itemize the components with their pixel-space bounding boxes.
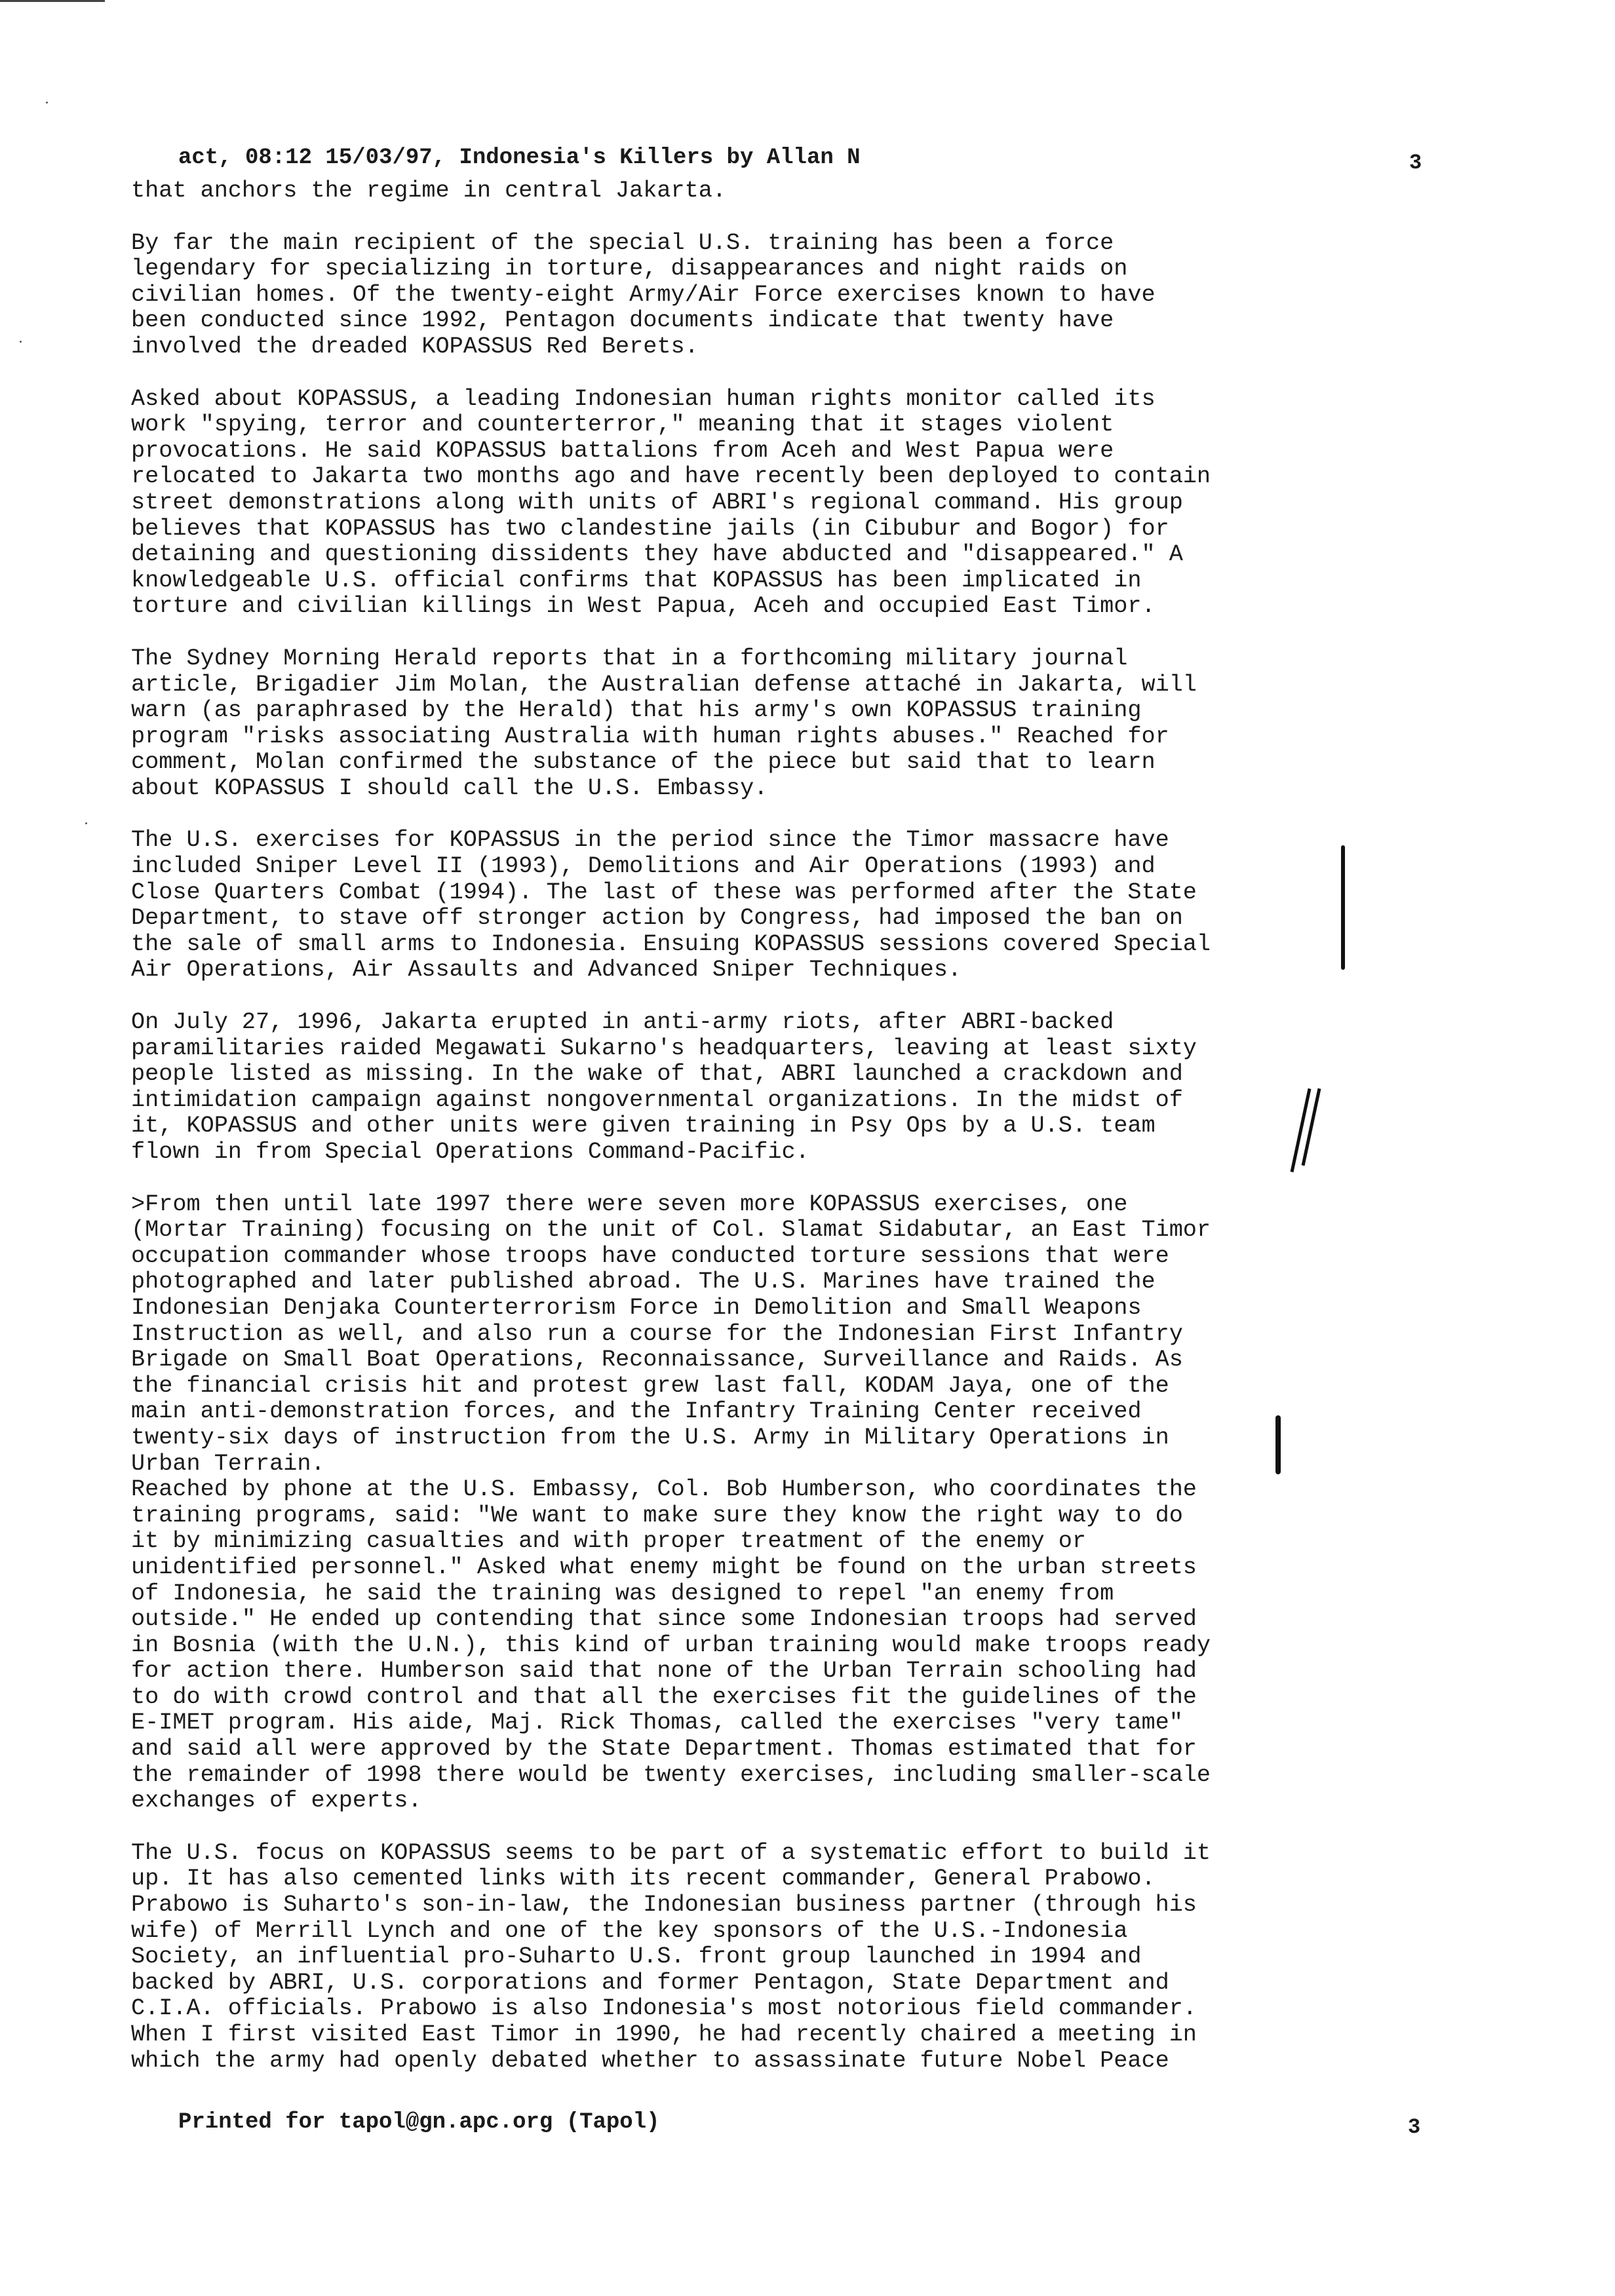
margin-mark xyxy=(1341,845,1345,970)
text-line: C.I.A. officials. Prabowo is also Indonesia's most notorious field commander. xyxy=(131,1995,1197,2022)
text-line: intimidation campaign against nongovernmental organizations. In the midst of xyxy=(131,1086,1183,1113)
text-line: of Indonesia, he said the training was designed to repel "an enemy from xyxy=(131,1580,1114,1607)
text-line: which the army had openly debated whether to assassinate future Nobel Peace xyxy=(131,2047,1169,2074)
text-line: legendary for specializing in torture, disappearances and night raids on xyxy=(131,256,1128,282)
text-line: detaining and questioning dissidents they have abducted and "disappeared." A xyxy=(131,541,1183,568)
text-line: relocated to Jakarta two months ago and have recently been deployed to contain xyxy=(131,463,1211,490)
text-line: for action there. Humberson said that none of the Urban Terrain schooling had xyxy=(131,1658,1197,1685)
text-line: knowledgeable U.S. official confirms that KOPASSUS has been implicated in xyxy=(131,567,1142,594)
text-line: people listed as missing. In the wake of that, ABRI launched a crackdown and xyxy=(131,1061,1183,1088)
text-line: Society, an influential pro-Suharto U.S. front group launched in 1994 and xyxy=(131,1943,1142,1970)
text-line: comment, Molan confirmed the substance of the piece but said that to learn xyxy=(131,749,1156,776)
text-line: Urban Terrain. xyxy=(131,1450,325,1477)
text-line: that anchors the regime in central Jakarta. xyxy=(131,178,726,204)
text-line: photographed and later published abroad. The U.S. Marines have trained the xyxy=(131,1269,1156,1295)
text-line: Air Operations, Air Assaults and Advanced Sniper Techniques. xyxy=(131,957,962,984)
text-line: main anti-demonstration forces, and the Infantry Training Center received xyxy=(131,1398,1142,1425)
text-line: backed by ABRI, U.S. corporations and former Pentagon, State Department and xyxy=(131,1969,1169,1996)
text-line: Department, to stave off stronger action by Congress, had imposed the ban on xyxy=(131,905,1183,932)
text-line: article, Brigadier Jim Molan, the Australian defense attaché in Jakarta, will xyxy=(131,671,1197,698)
text-line: it by minimizing casualties and with proper treatment of the enemy or xyxy=(131,1528,1086,1555)
text-line: When I first visited East Timor in 1990, he had recently chaired a meeting in xyxy=(131,2021,1197,2048)
text-line: been conducted since 1992, Pentagon documents indicate that twenty have xyxy=(131,307,1114,334)
text-line: unidentified personnel." Asked what enemy might be found on the urban streets xyxy=(131,1554,1197,1580)
scan-edge-rule xyxy=(0,0,105,2)
page-number-top: 3 xyxy=(1409,151,1422,175)
text-line: the remainder of 1998 there would be twenty exercises, including smaller-scale xyxy=(131,1761,1211,1788)
paragraph xyxy=(131,828,1311,984)
text-line: Reached by phone at the U.S. Embassy, Col. Bob Humberson, who coordinates the xyxy=(131,1476,1197,1503)
text-line: flown in from Special Operations Command-Pacific. xyxy=(131,1139,809,1165)
text-line: Close Quarters Combat (1994). The last of these was performed after the State xyxy=(131,879,1197,906)
text-line: included Sniper Level II (1993), Demolitions and Air Operations (1993) and xyxy=(131,853,1156,880)
text-line: believes that KOPASSUS has two clandestine jails (in Cibubur and Bogor) for xyxy=(131,515,1169,542)
paragraph xyxy=(131,1192,1311,1814)
scan-speck xyxy=(46,102,48,104)
text-line: civilian homes. Of the twenty-eight Army/Air Force exercises known to have xyxy=(131,281,1156,308)
text-line: twenty-six days of instruction from the U.S. Army in Military Operations in xyxy=(131,1424,1169,1451)
text-line: >From then until late 1997 there were seven more KOPASSUS exercises, one xyxy=(131,1191,1128,1217)
text-line: Instruction as well, and also run a course for the Indonesian First Infantry xyxy=(131,1320,1183,1347)
paragraph xyxy=(131,387,1311,620)
text-line: E-IMET program. His aide, Maj. Rick Thomas, called the exercises "very tame" xyxy=(131,1710,1183,1736)
text-line: up. It has also cemented links with its recent commander, General Prabowo. xyxy=(131,1866,1156,1892)
text-line: provocations. He said KOPASSUS battalions from Aceh and West Papua were xyxy=(131,437,1114,464)
paragraph xyxy=(131,231,1311,360)
text-line: paramilitaries raided Megawati Sukarno's headquarters, leaving at least sixty xyxy=(131,1035,1197,1062)
text-line: torture and civilian killings in West Papua, Aceh and occupied East Timor. xyxy=(131,593,1156,620)
scan-speck xyxy=(85,822,87,824)
article-body xyxy=(131,178,1311,2100)
text-line: involved the dreaded KOPASSUS Red Berets. xyxy=(131,333,699,360)
text-line: outside." He ended up contending that since some Indonesian troops had served xyxy=(131,1606,1197,1633)
text-line: warn (as paraphrased by the Herald) that his army's own KOPASSUS training xyxy=(131,697,1142,724)
text-line: The U.S. focus on KOPASSUS seems to be part of a systematic effort to build it xyxy=(131,1839,1211,1866)
text-line: it, KOPASSUS and other units were given training in Psy Ops by a U.S. team xyxy=(131,1113,1156,1139)
paragraph xyxy=(131,1841,1311,2074)
paragraph xyxy=(131,1010,1311,1166)
text-line: (Mortar Training) focusing on the unit of Col. Slamat Sidabutar, an East Timor xyxy=(131,1217,1211,1244)
text-line: Prabowo is Suharto's son-in-law, the Indonesian business partner (through his xyxy=(131,1892,1197,1919)
text-line: work "spying, terror and counterterror," meaning that it stages violent xyxy=(131,411,1114,438)
text-line: about KOPASSUS I should call the U.S. Embassy. xyxy=(131,775,768,801)
text-line: the financial crisis hit and protest grew last fall, KODAM Jaya, one of the xyxy=(131,1372,1169,1399)
text-line: The Sydney Morning Herald reports that in a forthcoming military journal xyxy=(131,645,1128,672)
text-line: and said all were approved by the State Department. Thomas estimated that for xyxy=(131,1736,1197,1763)
text-line: The U.S. exercises for KOPASSUS in the period since the Timor massacre have xyxy=(131,827,1169,854)
text-line: wife) of Merrill Lynch and one of the key sponsors of the U.S.-Indonesia xyxy=(131,1917,1128,1944)
text-line: Asked about KOPASSUS, a leading Indonesian human rights monitor called its xyxy=(131,385,1156,412)
text-line: occupation commander whose troops have conducted torture sessions that were xyxy=(131,1242,1169,1269)
paragraph xyxy=(131,646,1311,802)
text-line: By far the main recipient of the special U.S. training has been a force xyxy=(131,229,1114,256)
text-line: program "risks associating Australia with human rights abuses." Reached for xyxy=(131,723,1169,750)
text-line: street demonstrations along with units of ABRI's regional command. His group xyxy=(131,489,1183,516)
text-line: training programs, said: "We want to make sure they know the right way to do xyxy=(131,1502,1183,1529)
margin-mark xyxy=(1275,1415,1281,1474)
fax-header: act, 08:12 15/03/97, Indonesia's Killers by Allan N xyxy=(178,145,861,170)
text-line: exchanges of experts. xyxy=(131,1788,422,1814)
scan-speck xyxy=(20,341,22,343)
text-line: to do with crowd control and that all the exercises fit the guidelines of the xyxy=(131,1683,1197,1710)
text-line: Indonesian Denjaka Counterterrorism Force in Demolition and Small Weapons xyxy=(131,1294,1142,1321)
text-line: On July 27, 1996, Jakarta erupted in anti-army riots, after ABRI-backed xyxy=(131,1009,1114,1036)
page-number-bottom: 3 xyxy=(1408,2115,1421,2139)
print-footer: Printed for tapol@gn.apc.org (Tapol) xyxy=(178,2110,660,2135)
text-line: in Bosnia (with the U.N.), this kind of urban training would make troops ready xyxy=(131,1632,1211,1658)
text-line: the sale of small arms to Indonesia. Ensuing KOPASSUS sessions covered Special xyxy=(131,930,1211,957)
text-line: Brigade on Small Boat Operations, Reconnaissance, Surveillance and Raids. As xyxy=(131,1347,1183,1373)
paragraph xyxy=(131,178,1311,204)
